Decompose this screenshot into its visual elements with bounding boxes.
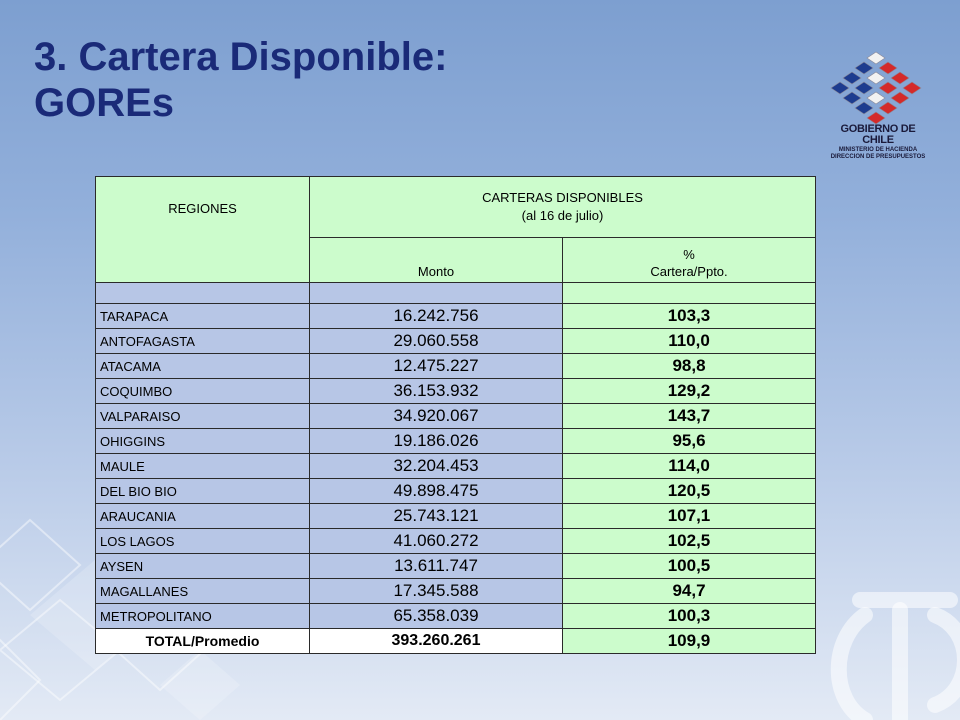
table-row bbox=[96, 529, 816, 554]
page-title bbox=[34, 34, 447, 126]
total-label: TOTAL/Promedio bbox=[96, 629, 310, 654]
region-cell: AYSEN bbox=[96, 554, 310, 579]
logo-caption bbox=[828, 124, 928, 160]
logo-cube bbox=[855, 82, 873, 94]
table-row bbox=[96, 554, 816, 579]
logo-cube bbox=[843, 92, 861, 104]
carteras-table bbox=[95, 176, 816, 654]
table-row bbox=[96, 329, 816, 354]
logo-cube bbox=[867, 72, 885, 84]
logo-cube bbox=[879, 82, 897, 94]
pct-cell: 129,2 bbox=[563, 379, 816, 404]
region-cell: ATACAMA bbox=[96, 354, 310, 379]
spacer-cell bbox=[310, 283, 563, 304]
pct-cell: 102,5 bbox=[563, 529, 816, 554]
region-cell: METROPOLITANO bbox=[96, 604, 310, 629]
pct-cell: 143,7 bbox=[563, 404, 816, 429]
monto-cell: 19.186.026 bbox=[310, 429, 563, 454]
logo-direction: DIRECCION DE PRESUPUESTOS bbox=[830, 154, 926, 160]
table-row bbox=[96, 404, 816, 429]
table-row bbox=[96, 354, 816, 379]
table-row bbox=[96, 604, 816, 629]
logo-cube bbox=[867, 52, 885, 64]
region-cell: DEL BIO BIO bbox=[96, 479, 310, 504]
header-monto: Monto bbox=[310, 238, 563, 283]
monto-cell: 25.743.121 bbox=[310, 504, 563, 529]
total-monto: 393.260.261 bbox=[310, 629, 563, 654]
logo-cube bbox=[831, 82, 849, 94]
title-line-2: GOREs bbox=[34, 81, 175, 125]
total-pct: 109,9 bbox=[563, 629, 816, 654]
watermark-symbol bbox=[839, 600, 960, 720]
pct-cell: 120,5 bbox=[563, 479, 816, 504]
header-fecha: (al 16 de julio) bbox=[521, 208, 604, 223]
header-regiones: REGIONES bbox=[96, 177, 310, 283]
spacer-cell bbox=[96, 283, 310, 304]
region-cell: COQUIMBO bbox=[96, 379, 310, 404]
table-row bbox=[96, 579, 816, 604]
table-row bbox=[96, 429, 816, 454]
logo-ministry: MINISTERIO DE HACIENDA bbox=[838, 147, 918, 153]
pct-cell: 114,0 bbox=[563, 454, 816, 479]
pct-cell: 95,6 bbox=[563, 429, 816, 454]
logo-cube bbox=[855, 102, 873, 114]
logo-cube bbox=[891, 92, 909, 104]
monto-cell: 12.475.227 bbox=[310, 354, 563, 379]
region-cell: TARAPACA bbox=[96, 304, 310, 329]
table-row bbox=[96, 504, 816, 529]
table-row bbox=[96, 454, 816, 479]
table-row bbox=[96, 479, 816, 504]
logo-cube bbox=[903, 82, 921, 94]
title-line-1: 3. Cartera Disponible: bbox=[34, 35, 448, 79]
region-cell: VALPARAISO bbox=[96, 404, 310, 429]
region-cell: ARAUCANIA bbox=[96, 504, 310, 529]
pct-cell: 100,5 bbox=[563, 554, 816, 579]
header-pct-label: Cartera/Ppto. bbox=[650, 264, 728, 279]
region-cell: LOS LAGOS bbox=[96, 529, 310, 554]
monto-cell: 13.611.747 bbox=[310, 554, 563, 579]
monto-cell: 32.204.453 bbox=[310, 454, 563, 479]
logo-cube bbox=[879, 62, 897, 74]
logo-cube bbox=[855, 62, 873, 74]
monto-cell: 41.060.272 bbox=[310, 529, 563, 554]
region-cell: OHIGGINS bbox=[96, 429, 310, 454]
logo-cube bbox=[891, 72, 909, 84]
monto-cell: 17.345.588 bbox=[310, 579, 563, 604]
header-carteras-label: CARTERAS DISPONIBLES bbox=[482, 190, 643, 205]
header-row-1 bbox=[96, 177, 816, 238]
region-cell: MAULE bbox=[96, 454, 310, 479]
pct-cell: 107,1 bbox=[563, 504, 816, 529]
pct-cell: 100,3 bbox=[563, 604, 816, 629]
monto-cell: 34.920.067 bbox=[310, 404, 563, 429]
monto-cell: 65.358.039 bbox=[310, 604, 563, 629]
header-pct bbox=[563, 238, 816, 283]
total-row bbox=[96, 629, 816, 654]
header-pct-symbol: % bbox=[683, 247, 695, 262]
logo-cube bbox=[867, 92, 885, 104]
table-row bbox=[96, 304, 816, 329]
region-cell: ANTOFAGASTA bbox=[96, 329, 310, 354]
spacer-row bbox=[96, 283, 816, 304]
header-carteras bbox=[310, 177, 816, 238]
monto-cell: 29.060.558 bbox=[310, 329, 563, 354]
monto-cell: 49.898.475 bbox=[310, 479, 563, 504]
table-row bbox=[96, 379, 816, 404]
pct-cell: 98,8 bbox=[563, 354, 816, 379]
spacer-cell bbox=[563, 283, 816, 304]
monto-cell: 36.153.932 bbox=[310, 379, 563, 404]
monto-cell: 16.242.756 bbox=[310, 304, 563, 329]
pct-cell: 94,7 bbox=[563, 579, 816, 604]
logo-name: GOBIERNO DE CHILE bbox=[840, 123, 916, 146]
logo-cube bbox=[879, 102, 897, 114]
pct-cell: 110,0 bbox=[563, 329, 816, 354]
pct-cell: 103,3 bbox=[563, 304, 816, 329]
region-cell: MAGALLANES bbox=[96, 579, 310, 604]
logo-cube bbox=[843, 72, 861, 84]
